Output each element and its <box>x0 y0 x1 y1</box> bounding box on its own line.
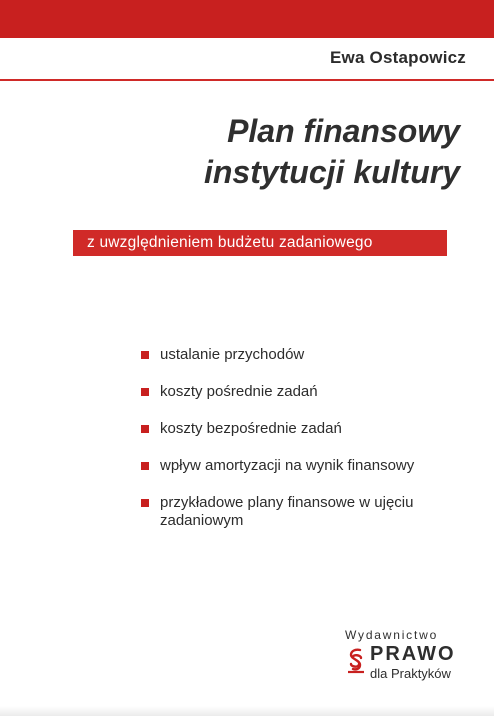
bullet-square-icon <box>141 388 149 396</box>
bottom-shadow <box>0 706 494 716</box>
bullet-square-icon <box>141 499 149 507</box>
bullet-text: przykładowe plany finansowe w ujęciu zadaniowym <box>160 494 414 529</box>
title-line-2: instytucji kultury <box>203 154 460 190</box>
paragraph-icon <box>345 646 367 676</box>
bullet-text: koszty pośrednie zadań <box>160 383 318 400</box>
features-list <box>140 346 460 549</box>
list-item <box>140 494 460 530</box>
author-name: Ewa Ostapowicz <box>329 48 466 67</box>
top-red-band <box>0 0 494 38</box>
bullet-text: ustalanie przychodów <box>160 346 305 363</box>
list-item <box>140 346 460 364</box>
list-item <box>140 383 460 401</box>
publisher-logo <box>345 628 485 688</box>
bullet-text: wpływ amortyzacji na wynik finansowy <box>160 457 415 474</box>
title-line-1: Plan finansowy <box>227 113 460 149</box>
list-item <box>140 457 460 475</box>
bullet-square-icon <box>141 462 149 470</box>
list-item <box>140 420 460 438</box>
book-title <box>204 111 460 193</box>
subtitle: z uwzględnieniem budżetu zadaniowego <box>87 234 373 251</box>
top-rule <box>0 79 494 81</box>
publisher-main-text: PRAWO <box>370 643 456 665</box>
publisher-bottom-text: dla Praktyków <box>370 666 451 681</box>
bullet-square-icon <box>141 351 149 359</box>
bullet-square-icon <box>141 425 149 433</box>
publisher-top-text: Wydawnictwo <box>345 628 439 642</box>
bullet-text: koszty bezpośrednie zadań <box>160 420 342 437</box>
